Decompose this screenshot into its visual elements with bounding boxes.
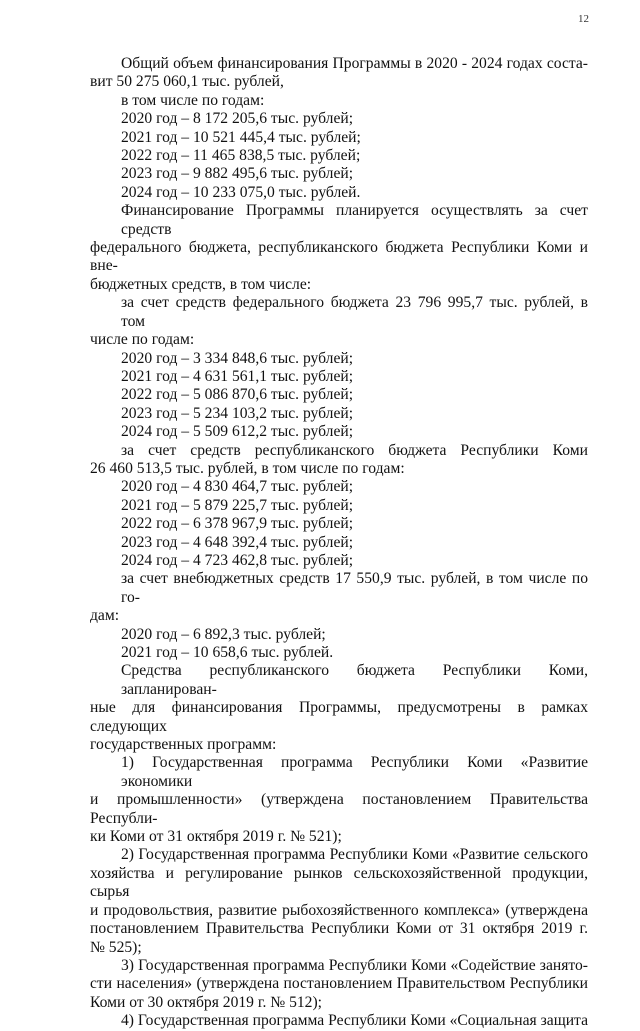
by-years-label: в том числе по годам: [121,91,265,109]
program-line: ки Коми от 31 октября 2019 г. № 521); [90,828,342,846]
republican-year-line: 2021 год – 5 879 225,7 тыс. рублей; [121,496,354,514]
financing-year-line: 2021 год – 10 521 445,4 тыс. рублей; [121,128,361,146]
republican-year-line: 2024 год – 4 723 462,8 тыс. рублей; [121,551,354,569]
programs-intro-line: ные для финансирования Программы, предусмотрены в рамках следующих [90,699,588,735]
republican-year-line: 2022 год – 6 378 967,9 тыс. рублей; [121,515,354,533]
republican-line: 26 460 513,5 тыс. рублей, в том числе по годам: [90,459,405,477]
extrabudget-line: дам: [90,607,120,625]
programs-intro-line: Средства республиканского бюджета Республики Коми, запланирован- [121,662,588,698]
program-line: Коми от 30 октября 2019 г. № 512); [90,993,322,1011]
federal-year-line: 2022 год – 5 086 870,6 тыс. рублей; [121,386,354,404]
federal-year-line: 2023 год – 5 234 103,2 тыс. рублей; [121,404,354,422]
extrabudget-year-line: 2020 год – 6 892,3 тыс. рублей; [121,625,326,643]
program-line: и продовольствия, развитие рыбохозяйственного комплекса» (утверждена [90,901,588,919]
programs-intro-line: государственных программ: [90,736,277,754]
program-line: хозяйства и регулирование рынков сельскохозяйственной продукции, сырья [90,864,588,901]
page-number: 12 [578,13,589,25]
extrabudget-year-line: 2021 год – 10 658,6 тыс. рублей. [121,644,334,661]
republican-year-line: 2020 год – 4 830 464,7 тыс. рублей; [121,478,354,496]
program-line: постановлением Правительства Республики Коми от 31 октября 2019 г. [90,920,588,938]
sources-line: федерального бюджета, республиканского бюджета Республики Коми и вне- [90,239,588,275]
program-line: 2) Государственная программа Республики Коми «Развитие сельского [121,846,588,864]
program-line: 3) Государственная программа Республики Коми «Содействие занято- [121,956,588,974]
financing-year-line: 2023 год – 9 882 495,6 тыс. рублей; [121,165,354,183]
federal-line: числе по годам: [90,331,195,349]
program-line: сти населения» (утверждена постановлением Правительством Республики [90,975,588,993]
program-line: и промышленности» (утверждена постановлением Правительства Республи- [90,791,588,827]
program-line: 1) Государственная программа Республики Коми «Развитие экономики [121,754,588,790]
extrabudget-line: за счет внебюджетных средств 17 550,9 тыс. рублей, в том числе по го- [121,570,588,606]
federal-line: за счет средств федерального бюджета 23 796 995,7 тыс. рублей, в том [121,294,588,330]
financing-intro-line: Общий объем финансирования Программы в 2020 - 2024 годах соста- [121,55,588,72]
republican-year-line: 2023 год – 4 648 392,4 тыс. рублей; [121,533,354,551]
program-line: № 525); [90,938,142,956]
sources-line: Финансирование Программы планируется осуществлять за счет средств [121,202,588,238]
republican-line: за счет средств республиканского бюджета Республики Коми [121,441,588,459]
federal-year-line: 2024 год – 5 509 612,2 тыс. рублей; [121,423,354,441]
sources-line: бюджетных средств, в том числе: [90,275,312,293]
document-body [90,55,588,1031]
financing-intro-line: вит 50 275 060,1 тыс. рублей, [90,73,284,91]
federal-year-line: 2020 год – 3 334 848,6 тыс. рублей; [121,349,354,367]
financing-year-line: 2020 год – 8 172 205,6 тыс. рублей; [121,110,354,128]
program-line: 4) Государственная программа Республики Коми «Социальная защита [121,1012,588,1030]
federal-year-line: 2021 год – 4 631 561,1 тыс. рублей; [121,367,354,385]
financing-year-line: 2024 год – 10 233 075,0 тыс. рублей. [121,183,361,201]
financing-year-line: 2022 год – 11 465 838,5 тыс. рублей; [121,147,361,165]
